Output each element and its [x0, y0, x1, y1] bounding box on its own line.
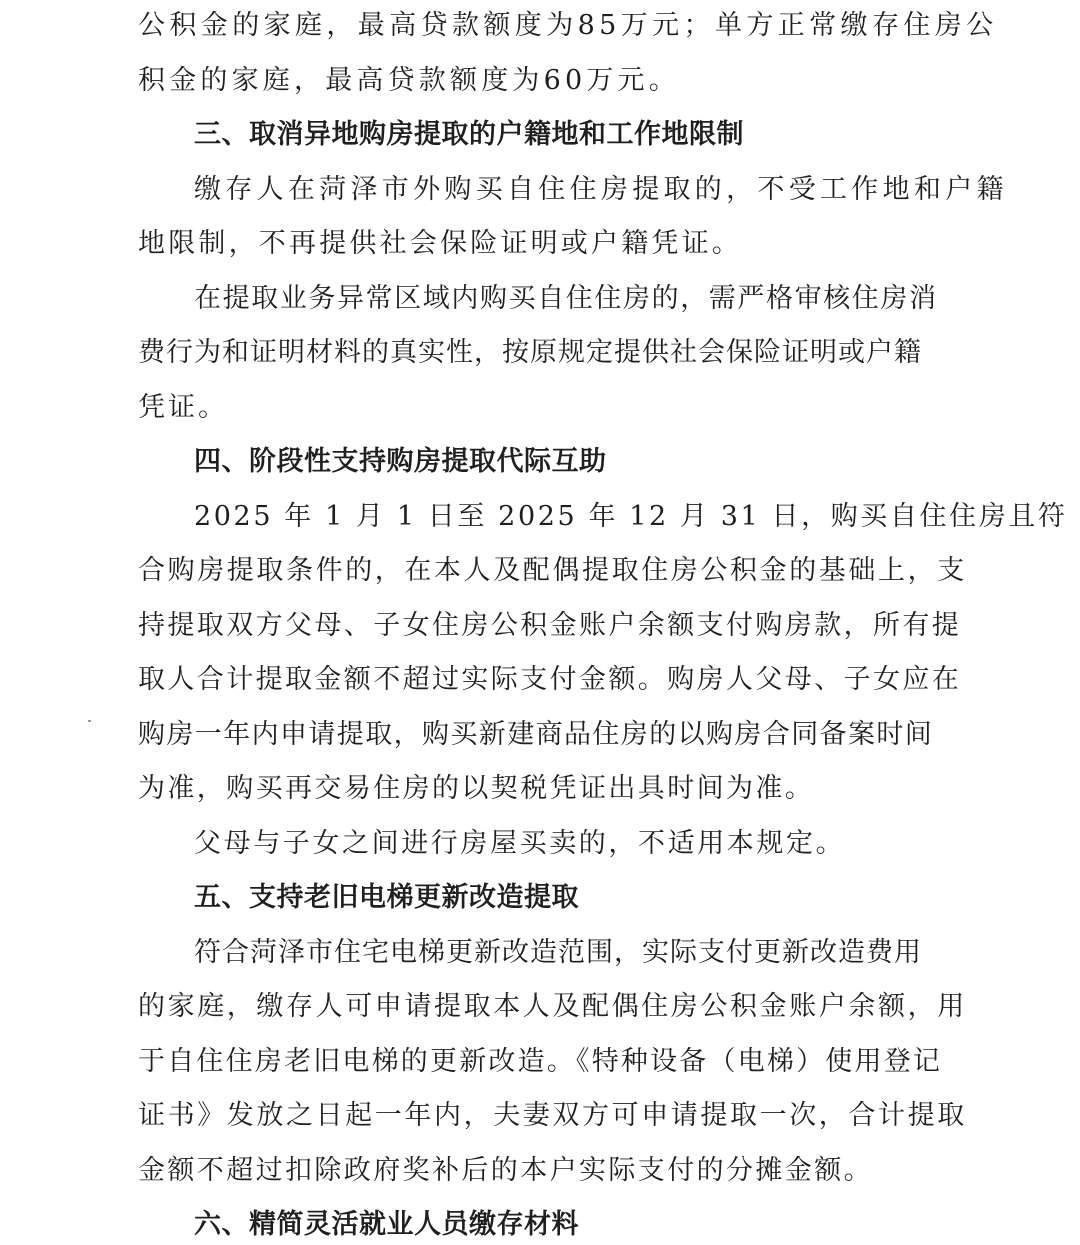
paragraph-line: 父母与子女之间进行房屋买卖的，不适用本规定。 [194, 828, 846, 859]
paragraph-line: 在提取业务异常区域内购买自住住房的，需严格审核住房消 [194, 283, 938, 314]
section-heading-6: 六、精简灵活就业人员缴存材料 [194, 1209, 579, 1240]
paragraph-line: 购房一年内申请提取，购买新建商品住房的以购房合同备案时间 [138, 719, 934, 750]
paragraph-line: 费行为和证明材料的真实性，按原规定提供社会保险证明或户籍 [138, 337, 922, 368]
paragraph-line: 为准，购买再交易住房的以契税凭证出具时间为准。 [138, 773, 815, 804]
paragraph-line: 于自住住房老旧电梯的更新改造。《特种设备（电梯）使用登记 [138, 1046, 943, 1077]
paragraph-line: 持提取双方父母、子女住房公积金账户余额支付购房款，所有提 [138, 610, 962, 641]
paragraph-line: 金额不超过扣除政府奖补后的本户实际支付的分摊金额。 [138, 1155, 873, 1186]
paragraph-line: 缴存人在菏泽市外购买自住住房提取的，不受工作地和户籍 [194, 174, 1008, 205]
paragraph-line: 符合菏泽市住宅电梯更新改造范围，实际支付更新改造费用 [194, 937, 922, 968]
scan-speck [88, 720, 91, 722]
paragraph-line: 积金的家庭，最高贷款额度为60万元。 [138, 65, 680, 96]
section-heading-5: 五、支持老旧电梯更新改造提取 [194, 882, 579, 913]
paragraph-line: 取人合计提取金额不超过实际支付金额。购房人父母、子女应在 [138, 664, 962, 695]
paragraph-line: 合购房提取条件的，在本人及配偶提取住房公积金的基础上，支 [138, 555, 967, 586]
paragraph-line: 的家庭，缴存人可申请提取本人及配偶住房公积金账户余额，用 [138, 991, 967, 1022]
section-heading-3: 三、取消异地购房提取的户籍地和工作地限制 [194, 119, 744, 150]
paragraph-line: 地限制，不再提供社会保险证明或户籍凭证。 [138, 228, 742, 259]
paragraph-line: 公积金的家庭，最高贷款额度为85万元；单方正常缴存住房公 [138, 10, 998, 41]
section-heading-4: 四、阶段性支持购房提取代际互助 [194, 446, 607, 477]
paragraph-line: 证书》发放之日起一年内，夫妻双方可申请提取一次，合计提取 [138, 1100, 967, 1131]
paragraph-line: 凭证。 [138, 392, 228, 423]
paragraph-line: 2025 年 1 月 1 日至 2025 年 12 月 31 日，购买自住住房且符 [194, 501, 1068, 532]
